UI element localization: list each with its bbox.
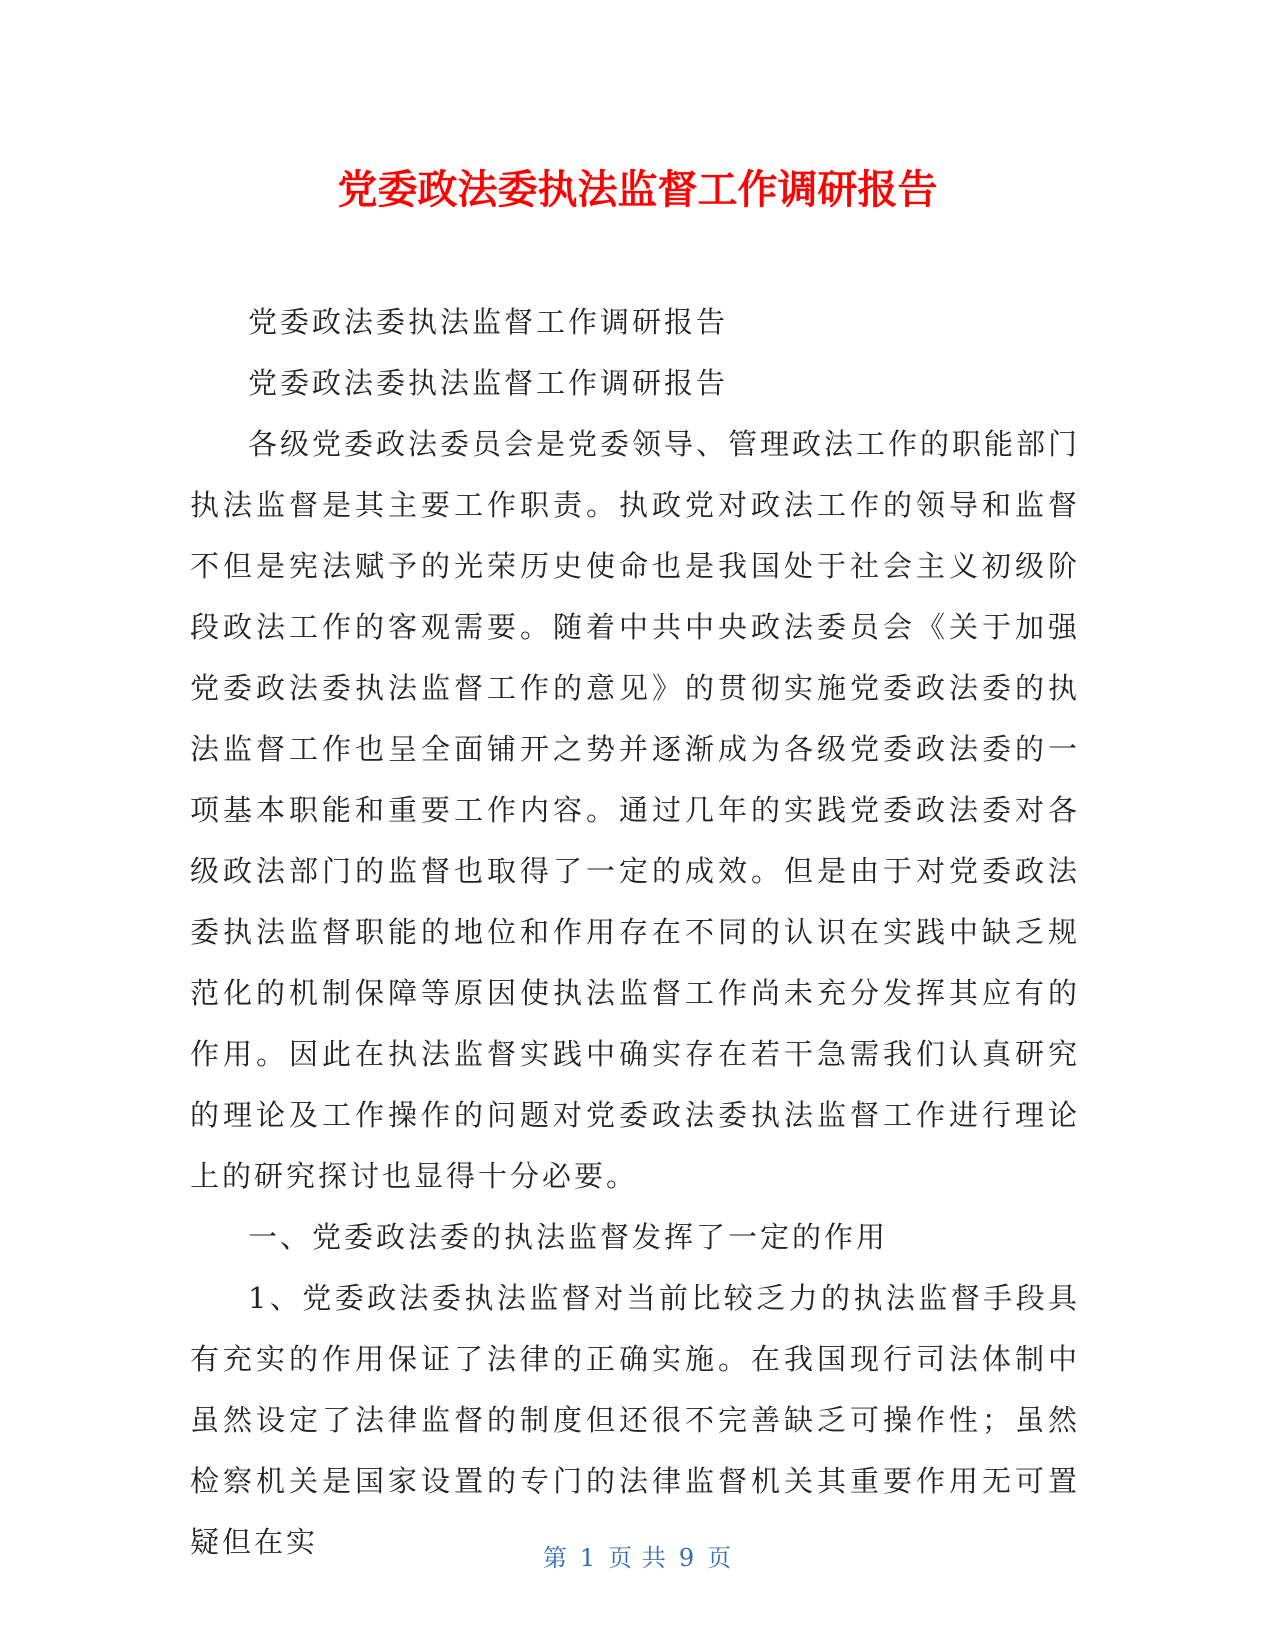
footer-middle: 页 共 [608,1544,667,1572]
document-body [190,292,1080,1573]
paragraph-point-1: 1、党委政法委执法监督对当前比较乏力的执法监督手段具有充实的作用保证了法律的正确实施。在我国现行司法体制中虽然设定了法律监督的制度但还很不完善缺乏可操作性；虽然检察机关是国家设置的专门的法律监督机关其重要作用无可置疑但在实 [190,1281,1080,1559]
footer-total-pages: 9 [678,1544,696,1572]
paragraph-intro: 各级党委政法委员会是党委领导、管理政法工作的职能部门执法监督是其主要工作职责。执政党对政法工作的领导和监督不但是宪法赋予的光荣历史使命也是我国处于社会主义初级阶段政法工作的客观需要。随着中共中央政法委员会《关于加强党委政法委执法监督工作的意见》的贯彻实施党委政法委的执法监督工作也呈全面铺开之势并逐渐成为各级党委政法委的一项基本职能和重要工作内容。通过几年的实践党委政法委对各级政法部门的监督也取得了一定的成效。但是由于对党委政法委执法监督职能的地位和作用存在不同的认识在实践中缺乏规范化的机制保障等原因使执法监督工作尚未充分发挥其应有的作用。因此在执法监督实践中确实存在若干急需我们认真研究的理论及工作操作的问题对党委政法委执法监督工作进行理论上的研究探讨也显得十分必要。 [190,427,1081,1193]
footer-prefix: 第 [542,1544,568,1572]
footer-suffix: 页 [707,1544,733,1572]
paragraph-subtitle-2: 党委政法委执法监督工作调研报告 [248,366,729,400]
footer-current-page: 1 [579,1544,597,1572]
document-title: 党委政法委执法监督工作调研报告 [337,167,938,213]
page-footer [0,1542,1275,1574]
section-heading-1: 一、党委政法委的执法监督发挥了一定的作用 [248,1220,889,1254]
paragraph-subtitle-1: 党委政法委执法监督工作调研报告 [248,305,729,339]
